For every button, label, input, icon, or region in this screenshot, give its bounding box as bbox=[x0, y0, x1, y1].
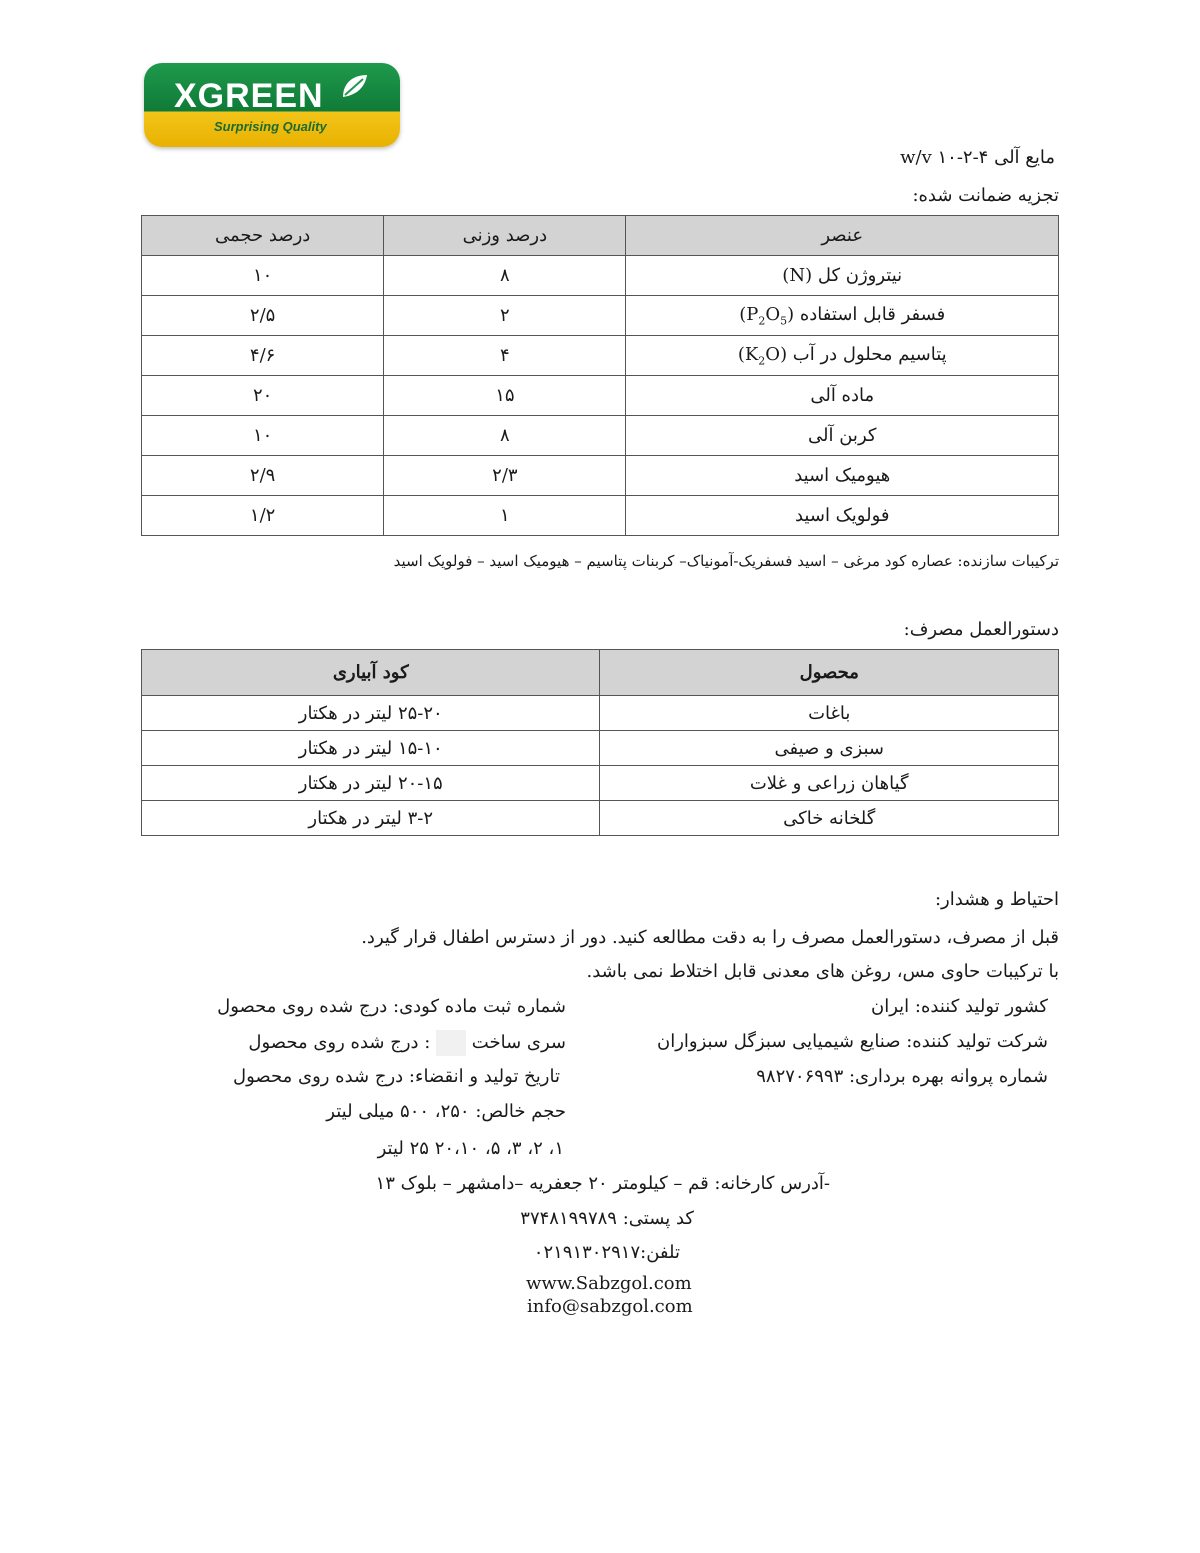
rate-cell: ۲۰-۱۵ لیتر در هکتار bbox=[142, 766, 600, 801]
table-row bbox=[142, 801, 1059, 836]
table-header-row bbox=[142, 216, 1059, 256]
element-cell bbox=[626, 336, 1059, 376]
production-expiry-dates: تاریخ تولید و انقضاء: درج شده روی محصول bbox=[233, 1066, 560, 1087]
batch-value: : درج شده روی محصول bbox=[248, 1032, 431, 1053]
volume-cell: ۲/۹ bbox=[142, 456, 384, 496]
ingredients-note: ترکیبات سازنده: عصاره کود مرغی – اسید فسفریک-آمونیاک– کربنات پتاسیم – هیومیک اسید – فولویک اسید bbox=[393, 552, 1059, 570]
batch-number bbox=[248, 1030, 566, 1056]
license-number: شماره پروانه بهره برداری: ۹۸۲۷۰۶۹۹۳ bbox=[756, 1066, 1048, 1087]
rate-cell: ۳-۲ لیتر در هکتار bbox=[142, 801, 600, 836]
product-cell: باغات bbox=[600, 696, 1059, 731]
column-header-element: عنصر bbox=[626, 216, 1059, 256]
phone-number: تلفن:۰۲۱۹۱۳۰۲۹۱۷ bbox=[533, 1242, 680, 1263]
element-cell: نیتروژن کل (N) bbox=[626, 256, 1059, 296]
weight-cell: ۸ bbox=[384, 256, 626, 296]
analysis-title: تجزیه ضمانت شده: bbox=[912, 185, 1059, 206]
registration-number: شماره ثبت ماده کودی: درج شده روی محصول bbox=[217, 996, 566, 1017]
rate-cell: ۱۵-۱۰ لیتر در هکتار bbox=[142, 731, 600, 766]
element-cell: ماده آلی bbox=[626, 376, 1059, 416]
column-header-volume: درصد حجمی bbox=[142, 216, 384, 256]
element-cell bbox=[626, 296, 1059, 336]
table-row bbox=[142, 336, 1059, 376]
product-title: مایع آلی ۴-۲-۱۰ w/v bbox=[900, 147, 1055, 168]
element-cell: کربن آلی bbox=[626, 416, 1059, 456]
manufacturer: شرکت تولید کننده: صنایع شیمیایی سبزگل سبزواران bbox=[657, 1031, 1048, 1052]
logo-tagline: Surprising Quality bbox=[214, 119, 327, 134]
volume-cell: ۲۰ bbox=[142, 376, 384, 416]
element-text: ) bbox=[739, 303, 747, 325]
element-text: O bbox=[765, 303, 781, 325]
element-text: فسفر قابل استفاده (P bbox=[746, 303, 946, 325]
table-row bbox=[142, 296, 1059, 336]
analysis-table bbox=[141, 215, 1059, 536]
element-text: O) bbox=[737, 343, 781, 365]
weight-cell: ۱ bbox=[384, 496, 626, 536]
volume-cell: ۱۰ bbox=[142, 416, 384, 456]
brand-logo bbox=[144, 63, 400, 147]
column-header-weight: درصد وزنی bbox=[384, 216, 626, 256]
table-row bbox=[142, 496, 1059, 536]
weight-cell: ۲ bbox=[384, 296, 626, 336]
volume-cell: ۲/۵ bbox=[142, 296, 384, 336]
rate-cell: ۲۵-۲۰ لیتر در هکتار bbox=[142, 696, 600, 731]
product-cell: گلخانه خاکی bbox=[600, 801, 1059, 836]
product-cell: گیاهان زراعی و غلات bbox=[600, 766, 1059, 801]
volume-cell: ۴/۶ bbox=[142, 336, 384, 376]
factory-address: -آدرس کارخانه: قم – کیلومتر ۲۰ جعفریه –دامشهر – بلوک ۱۳ bbox=[375, 1173, 830, 1194]
table-row bbox=[142, 416, 1059, 456]
usage-title: دستورالعمل مصرف: bbox=[903, 619, 1059, 640]
batch-blank bbox=[436, 1030, 466, 1056]
table-row bbox=[142, 256, 1059, 296]
weight-cell: ۲/۳ bbox=[384, 456, 626, 496]
warning-line: با ترکیبات حاوی مس، روغن های معدنی قابل اختلاط نمی باشد. bbox=[586, 961, 1059, 982]
net-volume-liters: ۱، ۲، ۳، ۵، ۲۰،۱۰ ۲۵ لیتر bbox=[377, 1138, 564, 1159]
subscript: 5 bbox=[780, 314, 788, 328]
element-cell: هیومیک اسید bbox=[626, 456, 1059, 496]
subscript: 2 bbox=[758, 314, 766, 328]
element-cell: فولویک اسید bbox=[626, 496, 1059, 536]
postal-code: کد پستی: ۳۷۴۸۱۹۹۷۸۹ bbox=[520, 1208, 694, 1229]
weight-cell: ۴ bbox=[384, 336, 626, 376]
country-of-origin: کشور تولید کننده: ایران bbox=[871, 996, 1048, 1017]
warning-line: قبل از مصرف، دستورالعمل مصرف را به دقت مطالعه کنید. دور از دسترس اطفال قرار گیرد. bbox=[361, 927, 1059, 948]
table-row bbox=[142, 376, 1059, 416]
table-row bbox=[142, 696, 1059, 731]
weight-cell: ۱۵ bbox=[384, 376, 626, 416]
net-volume: حجم خالص: ۲۵۰، ۵۰۰ میلی لیتر bbox=[326, 1101, 566, 1122]
subscript: 2 bbox=[758, 354, 766, 368]
usage-table bbox=[141, 649, 1059, 836]
table-header-row bbox=[142, 650, 1059, 696]
table-row bbox=[142, 731, 1059, 766]
leaf-icon bbox=[337, 71, 371, 101]
warnings-title: احتیاط و هشدار: bbox=[934, 889, 1059, 910]
column-header-product: محصول bbox=[600, 650, 1059, 696]
logo-wordmark: XGREEN bbox=[174, 77, 324, 115]
batch-label: سری ساخت bbox=[471, 1032, 566, 1053]
table-row bbox=[142, 456, 1059, 496]
website-link[interactable]: www.Sabzgol.com bbox=[526, 1273, 692, 1294]
volume-cell: ۱/۲ bbox=[142, 496, 384, 536]
element-text: پتاسیم محلول در آب (K bbox=[744, 343, 947, 365]
product-cell: سبزی و صیفی bbox=[600, 731, 1059, 766]
volume-cell: ۱۰ bbox=[142, 256, 384, 296]
weight-cell: ۸ bbox=[384, 416, 626, 456]
column-header-rate: کود آبیاری bbox=[142, 650, 600, 696]
email-link[interactable]: info@sabzgol.com bbox=[527, 1296, 693, 1317]
table-row bbox=[142, 766, 1059, 801]
